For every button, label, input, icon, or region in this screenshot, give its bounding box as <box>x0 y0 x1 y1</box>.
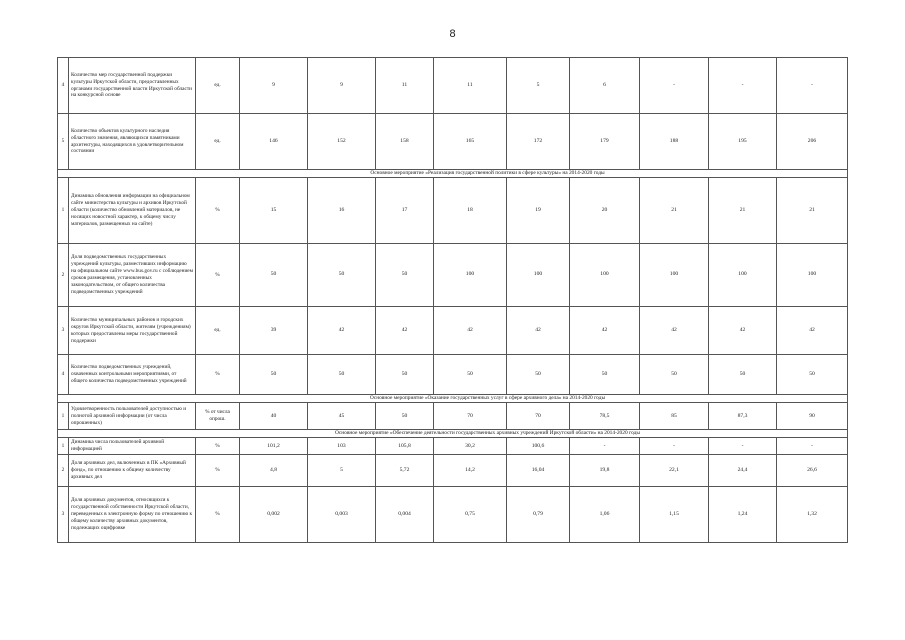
row-number-cell: 1 <box>58 438 69 455</box>
unit-cell: % <box>196 355 240 395</box>
value-cell: 16 <box>308 178 376 244</box>
value-cell: 50 <box>570 355 640 395</box>
value-cell: 5,72 <box>376 455 434 487</box>
value-cell: 87,3 <box>709 403 777 430</box>
row-number-cell: 2 <box>58 455 69 487</box>
value-cell: 24,4 <box>709 455 777 487</box>
value-cell: 100 <box>777 244 848 307</box>
table-row <box>58 58 848 114</box>
value-cell: 152 <box>308 114 376 170</box>
section-heading-text: Основное мероприятие «Реализация государственной политики в сфере культуры» на 2014-2020 годы <box>370 170 605 176</box>
value-cell: 11 <box>376 58 434 114</box>
indicator-name-cell: Доля архивных документов, относящихся к государственной собственности Иркутской области, переведенных в электронную форму по отношению к общему количеству архивных документов, подлежащих оцифровке <box>69 487 196 543</box>
table-row <box>58 438 848 455</box>
value-cell: 50 <box>240 355 308 395</box>
indicator-name-cell: Динамика обновления информации на официальном сайте министерства культуры и архивов Иркутской области (количество обновлений материалов, не носящих новостной характер, к общему числу материалов, размещенных на сайте) <box>69 178 196 244</box>
indicator-name-cell: Доля архивных дел, включенных в ПК «Архивный фонд», по отношению к общему количеству архивных дел <box>69 455 196 487</box>
value-cell: 70 <box>434 403 507 430</box>
value-cell: 42 <box>434 307 507 355</box>
value-cell: 179 <box>570 114 640 170</box>
value-cell: 4,8 <box>240 455 308 487</box>
indicator-name-cell: Динамика числа пользователей архивной информацией <box>69 438 196 455</box>
indicator-name-cell: Доля подведомственных государственных учреждений культуры, разместивших информацию на официальном сайте www.bus.gov.ru с соблюдением сроков размещения, установленных законодательством, от общего количества подведомственных учреждений <box>69 244 196 307</box>
value-cell: 50 <box>376 403 434 430</box>
value-cell: 70 <box>507 403 570 430</box>
table-row <box>58 403 848 430</box>
unit-cell: % <box>196 455 240 487</box>
table-row <box>58 307 848 355</box>
value-cell: 50 <box>308 244 376 307</box>
value-cell: 42 <box>376 307 434 355</box>
indicator-name-cell: Удовлетворенность пользователей доступностью и полнотой архивной информации (от числа опрошенных) <box>69 403 196 430</box>
indicator-name-cell: Количество объектов культурного наследия областного значения, являющихся памятниками архитектуры, находящихся в удовлетворительном состоянии <box>69 114 196 170</box>
value-cell: 42 <box>507 307 570 355</box>
value-cell: 100 <box>434 244 507 307</box>
value-cell: 50 <box>507 355 570 395</box>
value-cell: 22,1 <box>640 455 709 487</box>
value-cell: 45 <box>308 403 376 430</box>
value-cell: 165 <box>434 114 507 170</box>
value-cell: - <box>777 438 848 455</box>
value-cell: 5 <box>308 455 376 487</box>
value-cell: 14,2 <box>434 455 507 487</box>
value-cell: 21 <box>777 178 848 244</box>
section-heading-text: Основное мероприятие «Оказание государственных услуг в сфере архивного дела» на 2014-2020 годы <box>369 395 606 402</box>
row-number-cell: 5 <box>58 114 69 170</box>
section-heading <box>58 395 848 403</box>
value-cell: 9 <box>240 58 308 114</box>
value-cell: 50 <box>640 355 709 395</box>
unit-cell: % от числа опрош. <box>196 403 240 430</box>
value-cell: 50 <box>376 244 434 307</box>
row-number-cell: 2 <box>58 244 69 307</box>
value-cell: - <box>709 438 777 455</box>
value-cell: 146 <box>240 114 308 170</box>
value-cell: 206 <box>777 114 848 170</box>
value-cell: 0,004 <box>376 487 434 543</box>
value-cell: 100,6 <box>507 438 570 455</box>
unit-cell: % <box>196 178 240 244</box>
value-cell: 17 <box>376 178 434 244</box>
value-cell: 1,06 <box>570 487 640 543</box>
value-cell: 50 <box>434 355 507 395</box>
value-cell: 100 <box>570 244 640 307</box>
value-cell: 50 <box>308 355 376 395</box>
value-cell: 42 <box>709 307 777 355</box>
unit-cell: % <box>196 487 240 543</box>
value-cell: - <box>640 438 709 455</box>
row-number-cell: 1 <box>58 178 69 244</box>
table-row <box>58 487 848 543</box>
table-row <box>58 178 848 244</box>
value-cell: 19 <box>507 178 570 244</box>
row-number-cell: 4 <box>58 58 69 114</box>
value-cell: 50 <box>709 355 777 395</box>
value-cell: - <box>640 58 709 114</box>
value-cell: 1,24 <box>709 487 777 543</box>
value-cell: 0,002 <box>240 487 308 543</box>
value-cell: 103 <box>308 438 376 455</box>
table-row <box>58 355 848 395</box>
value-cell: 6 <box>570 58 640 114</box>
indicator-name-cell: Количество подведомственных учреждений, охваченных контрольными мероприятиями, от общего количества подведомственных учреждений <box>69 355 196 395</box>
value-cell: 101,2 <box>240 438 308 455</box>
table-body <box>58 58 848 543</box>
value-cell: 21 <box>640 178 709 244</box>
value-cell: 19,8 <box>570 455 640 487</box>
unit-cell: ед. <box>196 307 240 355</box>
value-cell: 42 <box>570 307 640 355</box>
section-heading-text: Основное мероприятие «Обеспечение деятельности государственных архивных учреждений Иркутской области» на 2014-2020 годы <box>335 430 640 437</box>
section-heading-row <box>58 430 848 438</box>
value-cell: 0,79 <box>507 487 570 543</box>
section-heading <box>58 430 848 438</box>
section-heading-row <box>58 170 848 178</box>
value-cell: 188 <box>640 114 709 170</box>
page-number: 8 <box>449 28 456 40</box>
value-cell: 195 <box>709 114 777 170</box>
table-row <box>58 244 848 307</box>
table-row <box>58 114 848 170</box>
indicator-name-cell: Количество мер государственной поддержки культуры Иркутской области, предоставленных органами государственной власти Иркутской области на конкурсной основе <box>69 58 196 114</box>
value-cell: 9 <box>308 58 376 114</box>
unit-cell: % <box>196 244 240 307</box>
value-cell: 18 <box>434 178 507 244</box>
indicator-name-cell: Количество муниципальных районов и городских округов Иркутской области, жителям (учреждениям) которых предоставлены меры государственной поддержки <box>69 307 196 355</box>
value-cell: - <box>777 58 848 114</box>
row-number-cell: 3 <box>58 307 69 355</box>
unit-cell: ед. <box>196 114 240 170</box>
value-cell: 1,32 <box>777 487 848 543</box>
value-cell: - <box>570 438 640 455</box>
value-cell: 90 <box>777 403 848 430</box>
row-number-cell: 1 <box>58 403 69 430</box>
value-cell: 100 <box>507 244 570 307</box>
indicators-table <box>57 57 848 543</box>
table-row <box>58 455 848 487</box>
value-cell: 50 <box>376 355 434 395</box>
unit-cell: ед. <box>196 58 240 114</box>
section-heading <box>58 170 848 178</box>
value-cell: 30,2 <box>434 438 507 455</box>
value-cell: 100 <box>709 244 777 307</box>
value-cell: 42 <box>640 307 709 355</box>
value-cell: 42 <box>777 307 848 355</box>
value-cell: 100 <box>640 244 709 307</box>
value-cell: 172 <box>507 114 570 170</box>
unit-cell: % <box>196 438 240 455</box>
value-cell: 1,15 <box>640 487 709 543</box>
value-cell: 158 <box>376 114 434 170</box>
value-cell: 11 <box>434 58 507 114</box>
value-cell: 26,6 <box>777 455 848 487</box>
value-cell: 0,75 <box>434 487 507 543</box>
value-cell: 40 <box>240 403 308 430</box>
value-cell: 39 <box>240 307 308 355</box>
value-cell: 85 <box>640 403 709 430</box>
value-cell: 20 <box>570 178 640 244</box>
value-cell: 5 <box>507 58 570 114</box>
value-cell: 16,04 <box>507 455 570 487</box>
value-cell: 78,5 <box>570 403 640 430</box>
section-heading-row <box>58 395 848 403</box>
value-cell: 0,003 <box>308 487 376 543</box>
row-number-cell: 4 <box>58 355 69 395</box>
value-cell: 50 <box>240 244 308 307</box>
value-cell: 42 <box>308 307 376 355</box>
row-number-cell: 3 <box>58 487 69 543</box>
value-cell: 15 <box>240 178 308 244</box>
value-cell: - <box>709 58 777 114</box>
value-cell: 50 <box>777 355 848 395</box>
value-cell: 21 <box>709 178 777 244</box>
value-cell: 105,8 <box>376 438 434 455</box>
